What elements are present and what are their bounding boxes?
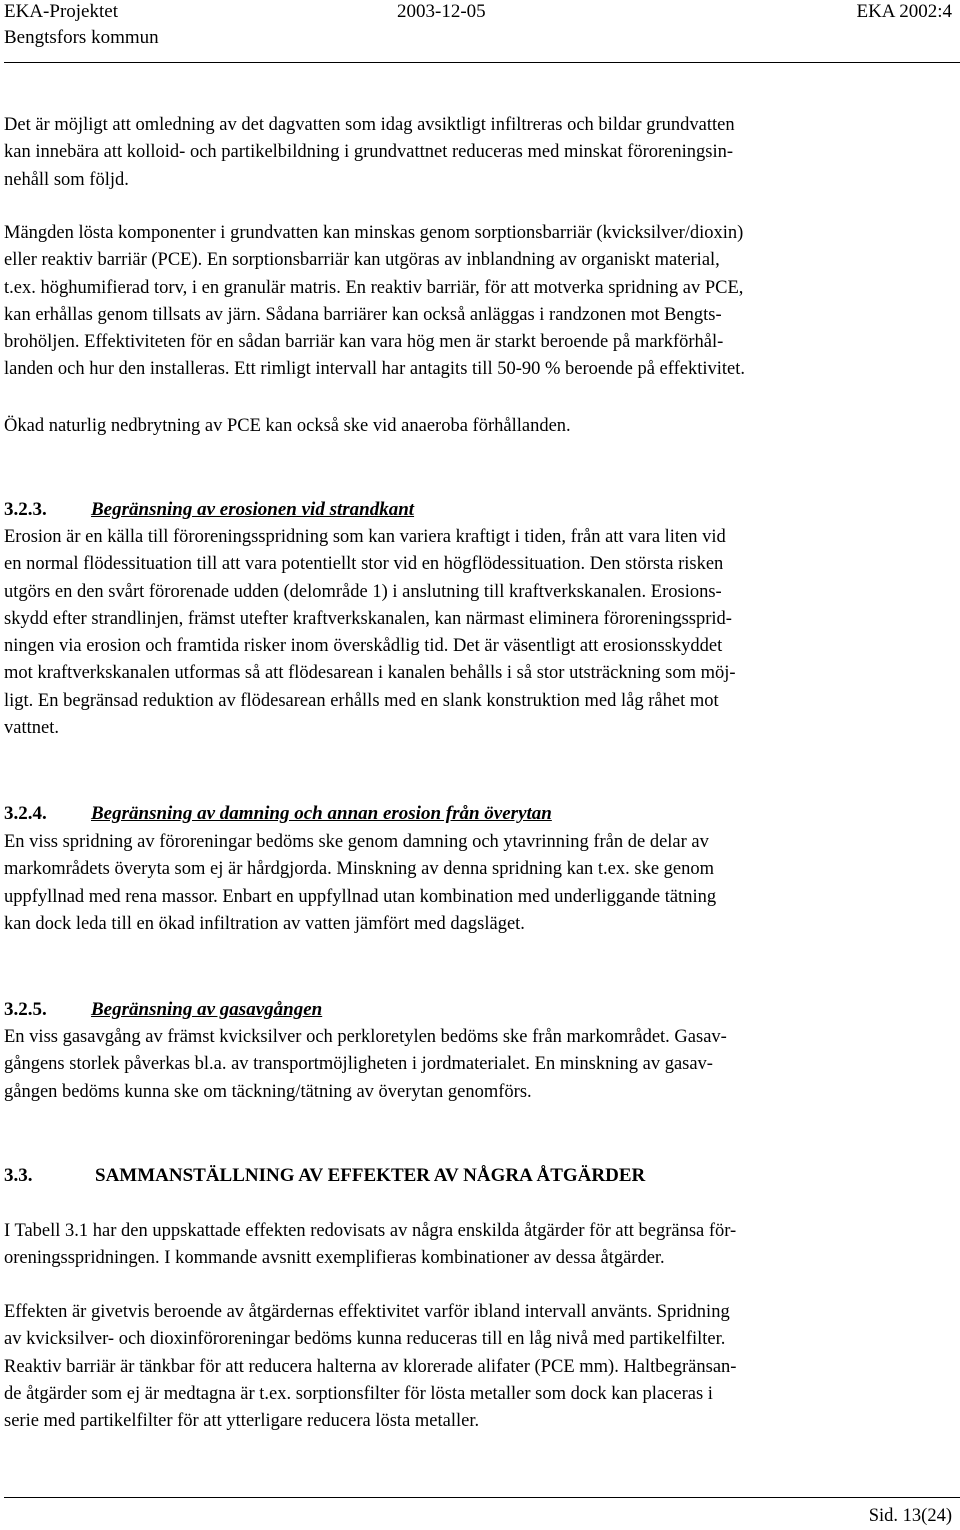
paragraph-gasavgang [4, 1024, 960, 1106]
text-line: t.ex. höghumifierad torv, i en granulär matris. En reaktiv barriär, för att motverka spridning av PCE, [4, 277, 744, 298]
text-line: Mängden lösta komponenter i grundvatten kan minskas genom sorptionsbarriär (kvicksilver/dioxin) [4, 223, 744, 243]
text-line: de åtgärder som ej är medtagna är t.ex. sorptionsfilter för lösta metaller som dock kan placeras i [4, 1383, 713, 1404]
text-line: mot kraftverkskanalen utformas så att flödesarean i kanalen behålls i så stor utsträckning som möj- [4, 663, 736, 684]
text-line: en normal flödessituation till att vara potentiellt stor vid en högflödessituation. Den största risken [4, 554, 724, 575]
text-line: ligt. En begränsad reduktion av flödesarean erhålls med en slank konstruktion med låg råhet mot [4, 690, 719, 711]
text-line: Reaktiv barriär är tänkbar för att reducera halterna av klorerade alifater (PCE mm). Haltbegränsan- [4, 1356, 737, 1377]
text-line: I Tabell 3.1 har den uppskattade effekten redovisats av några enskilda åtgärder för att begränsa för- [4, 1221, 737, 1241]
text-line: nehåll som följd. [4, 169, 129, 190]
text-line: ningen via erosion och framtida risker inom överskådlig tid. Det är väsentligt att erosionsskyddet [4, 636, 723, 657]
section-title: Begränsning av erosionen vid strandkant [91, 499, 415, 520]
section-heading-3-2-3 [4, 496, 414, 523]
section-number: 3.3. [4, 1165, 33, 1186]
section-heading-3-2-4 [4, 800, 552, 827]
text-line: oreningsspridningen. I kommande avsnitt exemplifieras kombinationer av dessa åtgärder. [4, 1248, 665, 1269]
text-line: markområdets överyta som ej är hårdgjorda. Minskning av denna spridning kan t.ex. ske genom [4, 859, 715, 880]
header-project: EKA-Projektet [4, 1, 118, 22]
section-number: 3.2.3. [4, 499, 47, 520]
text-line: En viss spridning av föroreningar bedöms ske genom damning och ytavrinning från de delar av [4, 832, 709, 852]
text-line: skydd efter strandlinjen, främst utefter kraftverkskanalen, kan närmast eliminera föroreningssprid- [4, 608, 732, 629]
paragraph-effekten [4, 1299, 960, 1435]
text-line: Erosion är en källa till föroreningsspridning som kan variera kraftigt i tiden, från att vara liten vid [4, 527, 726, 547]
page-number: Sid. 13(24) [868, 1506, 952, 1526]
header-rule [4, 62, 960, 63]
paragraph-barriers [4, 220, 960, 384]
header-date: 2003-12-05 [397, 1, 486, 22]
text-line: eller reaktiv barriär (PCE). En sorptionsbarriär kan utgöras av inblandning av organiskt material, [4, 250, 720, 271]
paragraph-tabell [4, 1218, 960, 1273]
header-municipality: Bengtsfors kommun [4, 27, 159, 48]
paragraph-anaerobic [4, 413, 960, 440]
text-line: Effekten är givetvis beroende av åtgärdernas effektivitet varför ibland intervall använts. Spridning [4, 1302, 730, 1322]
text-line: landen och hur den installeras. Ett rimligt intervall har antagits till 50-90 % beroende på effektivitet. [4, 359, 745, 380]
text-line: serie med partikelfilter för att ytterligare reducera lösta metaller. [4, 1411, 480, 1432]
footer-rule [4, 1497, 960, 1498]
text-line: Ökad naturlig nedbrytning av PCE kan också ske vid anaeroba förhållanden. [4, 416, 571, 436]
section-title: Begränsning av damning och annan erosion från överytan [91, 803, 552, 824]
text-line: gångens storlek påverkas bl.a. av transportmöjligheten i jordmaterialet. En minskning av gasav- [4, 1054, 713, 1075]
text-line: brohöljen. Effektiviteten för en sådan barriär kan vara hög men är starkt beroende på markförhål- [4, 332, 724, 353]
section-heading-3-2-5 [4, 996, 322, 1023]
section-title: SAMMANSTÄLLNING AV EFFEKTER AV NÅGRA ÅTGÄRDER [95, 1165, 646, 1186]
paragraph-dagvatten [4, 112, 960, 194]
text-line: Det är möjligt att omledning av det dagvatten som idag avsiktligt infiltreras och bildar grundvatten [4, 115, 735, 135]
text-line: vattnet. [4, 718, 59, 739]
section-number: 3.2.5. [4, 999, 47, 1020]
text-line: kan erhållas genom tillsats av järn. Sådana barriärer kan också anläggas i randzonen mot Bengts- [4, 304, 722, 325]
text-line: gången bedöms kunna ske om täckning/tätning av överytan genomförs. [4, 1081, 532, 1102]
paragraph-damning [4, 829, 960, 938]
text-line: En viss gasavgång av främst kvicksilver och perkloretylen bedöms ske från markområdet. Gasav- [4, 1027, 727, 1047]
paragraph-erosion [4, 524, 960, 742]
text-line: utgörs en den svårt förorenade udden (delområde 1) i anslutning till kraftverkskanalen. Erosions- [4, 581, 722, 602]
section-number: 3.2.4. [4, 803, 47, 824]
text-line: kan innebära att kolloid- och partikelbildning i grundvattnet reduceras med minskat föroreningsin- [4, 142, 733, 163]
section-title: Begränsning av gasavgången [91, 999, 323, 1020]
section-heading-3-3 [4, 1162, 645, 1189]
header-doc-id: EKA 2002:4 [856, 1, 952, 22]
text-line: av kvicksilver- och dioxinföroreningar bedöms kunna reduceras till en låg nivå med partikelfilter. [4, 1329, 726, 1350]
text-line: uppfyllnad med rena massor. Enbart en uppfyllnad utan kombination med underliggande tätning [4, 886, 717, 907]
text-line: kan dock leda till en ökad infiltration av vatten jämfört med dagsläget. [4, 913, 525, 934]
